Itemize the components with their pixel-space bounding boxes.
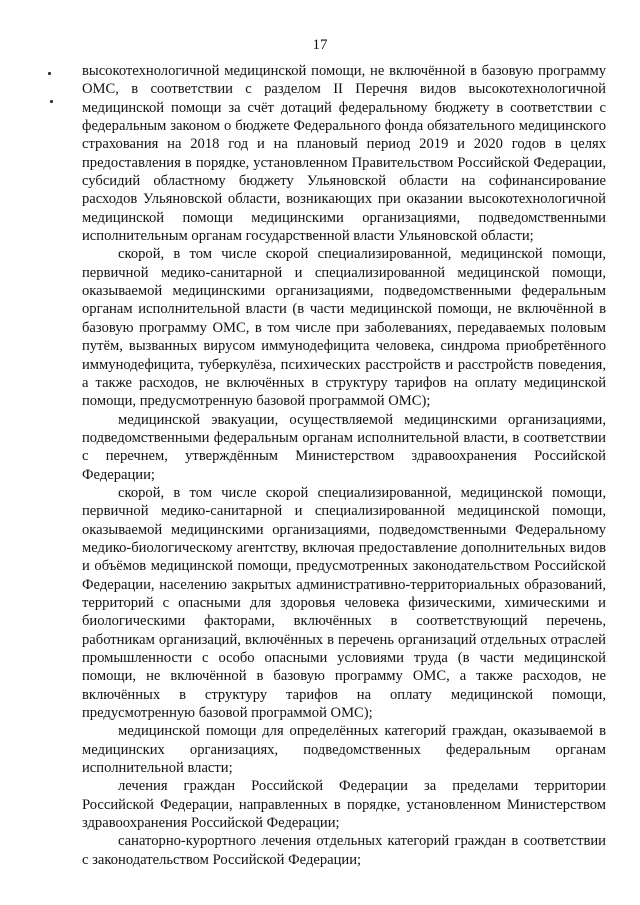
paragraph: скорой, в том числе скорой специализированной, медицинской помощи, первичной медико-санитарной и специализированной медицинской помощи, оказываемой медицинскими организациями, подведомственными Федеральному медико-биологическому агентству, включая предоставление дополнительных видов и объёмов медицинской помощи, предусмотренных законодательством Российской Федерации, населению закрытых административно-территориальных образований, территорий с опасными для здоровья человека физическими, химическими и биологическими факторами, включённых в соответствующий перечень, работникам организаций, включённых в перечень организаций отдельных отраслей промышленности с особо опасными условиями труда (в части медицинской помощи, не включённой в базовую программу ОМС, а также расходов, не включённых в структуру тарифов на оплату медицинской помощи, предусмотренную базовой программой ОМС);	[82, 484, 606, 722]
page-number: 17	[312, 37, 328, 53]
paragraph: лечения граждан Российской Федерации за пределами территории Российской Федерации, направленных в порядке, установленном Министерством здравоохранения Российской Федерации;	[82, 778, 606, 832]
document-body	[82, 62, 606, 869]
paragraph: скорой, в том числе скорой специализированной, медицинской помощи, первичной медико-санитарной и специализированной медицинской помощи, оказываемой медицинскими организациями, подведомственными федеральным органам исполнительной власти (в части медицинской помощи, не включённой в базовую программу ОМС, в том числе при заболеваниях, передаваемых половым путём, вызванных вирусом иммунодефицита человека, синдрома приобретённого иммунодефицита, туберкулёза, психических расстройств и расстройств поведения, а также расходов, не включённых в структуру тарифов на оплату медицинской помощи, предусмотренную базовой программой ОМС);	[82, 246, 606, 410]
paragraph: санаторно-курортного лечения отдельных категорий граждан в соответствии с законодательством Российской Федерации;	[82, 833, 606, 868]
paragraph: медицинской помощи для определённых категорий граждан, оказываемой в медицинских организациях, подведомственных федеральным органам исполнительной власти;	[82, 723, 606, 777]
scan-mark	[48, 72, 51, 75]
paragraph: медицинской эвакуации, осуществляемой медицинскими организациями, подведомственными федеральным органам исполнительной власти, в соответствии с перечнем, утверждённым Министерством здравоохранения Российской Федерации;	[82, 411, 606, 483]
paragraph: высокотехнологичной медицинской помощи, не включённой в базовую программу ОМС, в соответствии с разделом II Перечня видов высокотехнологичной медицинской помощи за счёт дотаций федеральному бюджету в соответствии с федеральным законом о бюджете Федерального фонда обязательного медицинского страхования на 2018 год и на плановый период 2019 и 2020 годов в целях предоставления в порядке, установленном Правительством Российской Федерации, субсидий областному бюджету Ульяновской области на софинансирование расходов Ульяновской области, возникающих при оказании высокотехнологичной медицинской помощи медицинскими организациями, подведомственными исполнительным органам государственной власти Ульяновской области;	[82, 63, 606, 245]
scan-mark	[50, 100, 53, 103]
